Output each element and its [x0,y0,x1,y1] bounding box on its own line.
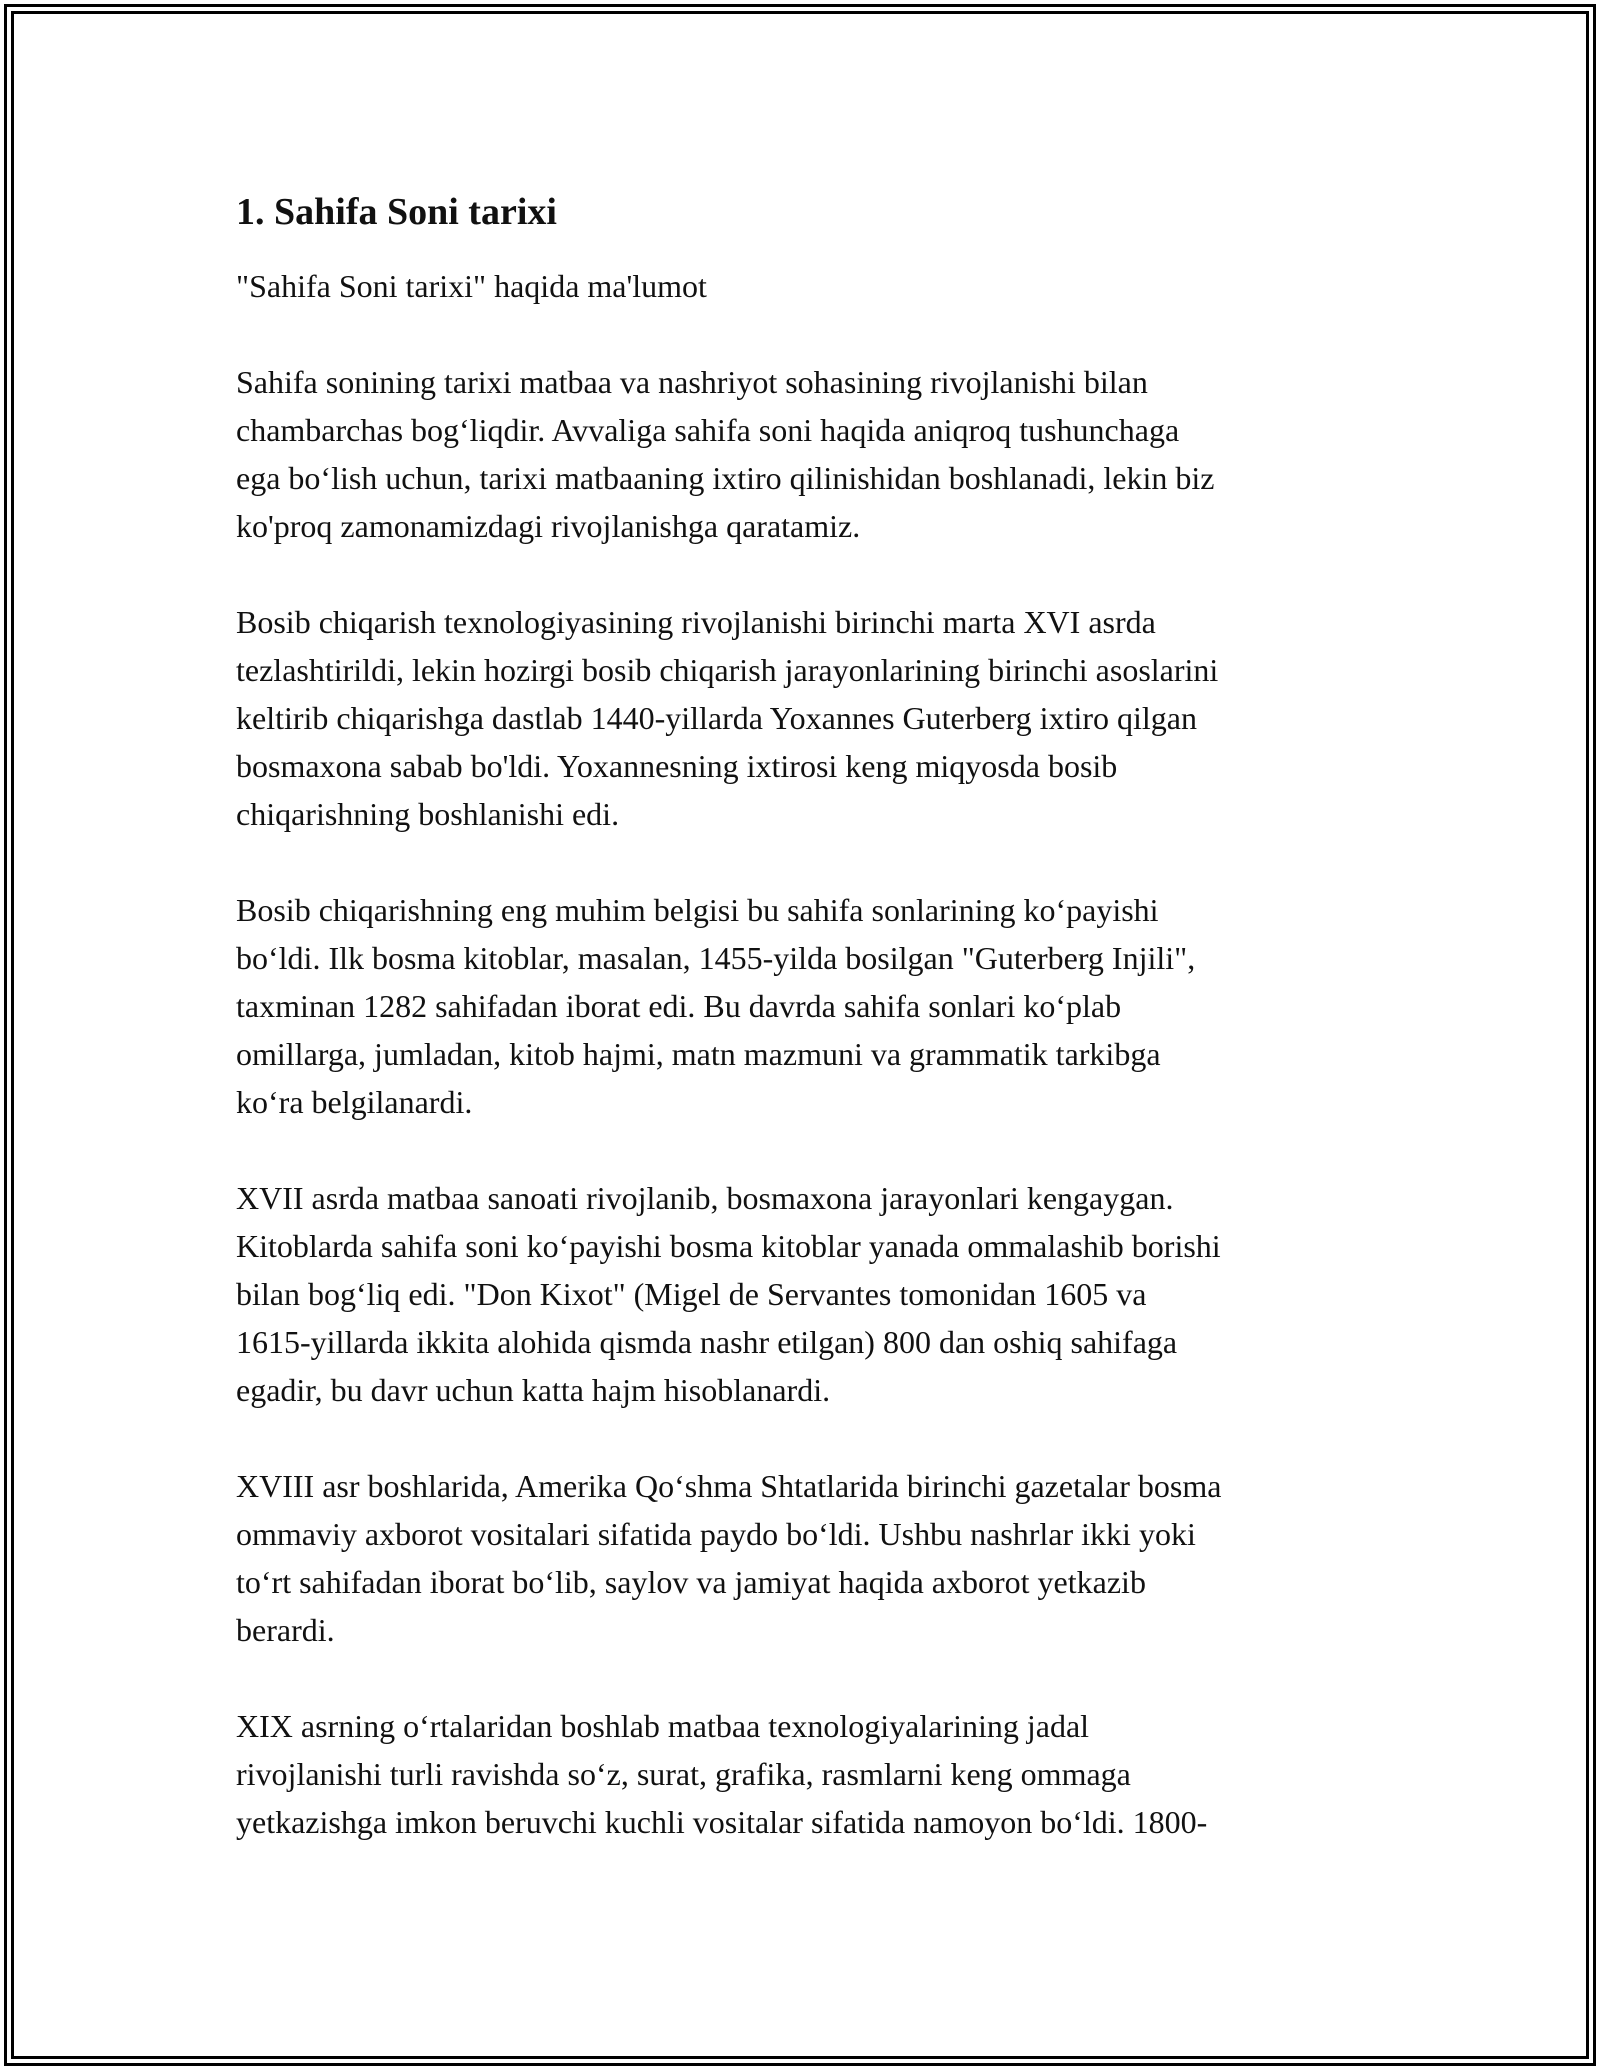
page-subtitle: "Sahifa Soni tarixi" haqida ma'lumot [236,268,707,304]
paragraph [236,1462,1376,1654]
paragraph-line: 1615-yillarda ikkita alohida qismda nashr etilgan) 800 dan oshiq sahifaga [236,1324,1178,1360]
paragraph-line: egadir, bu davr uchun katta hajm hisoblanardi. [236,1372,831,1408]
paragraph [236,1702,1376,1846]
paragraph-line: XVII asrda matbaa sanoati rivojlanib, bosmaxona jarayonlari kengaygan. [236,1180,1174,1216]
paragraph-line: keltirib chiqarishga dastlab 1440-yillarda Yoxannes Guterberg ixtiro qilgan [236,700,1197,736]
paragraph [236,886,1376,1126]
paragraph-line: ega bo‘lish uchun, tarixi matbaaning ixtiro qilinishidan boshlanadi, lekin biz [236,460,1215,496]
paragraph-line: omillarga, jumladan, kitob hajmi, matn mazmuni va grammatik tarkibga [236,1036,1161,1072]
paragraph-line: bo‘ldi. Ilk bosma kitoblar, masalan, 1455-yilda bosilgan "Guterberg Injili", [236,940,1196,976]
paragraph-line: chiqarishning boshlanishi edi. [236,796,620,832]
paragraph [236,358,1376,550]
paragraph-line: berardi. [236,1612,335,1648]
paragraph-line: rivojlanishi turli ravishda so‘z, surat, grafika, rasmlarni keng ommaga [236,1756,1131,1792]
paragraph-line: bosmaxona sabab bo'ldi. Yoxannesning ixtirosi keng miqyosda bosib [236,748,1118,784]
paragraph-list [236,358,1376,1846]
paragraph-line: Kitoblarda sahifa soni ko‘payishi bosma kitoblar yanada ommalashib borishi [236,1228,1221,1264]
paragraph-line: ko‘ra belgilanardi. [236,1084,473,1120]
paragraph [236,598,1376,838]
paragraph-line: taxminan 1282 sahifadan iborat edi. Bu davrda sahifa sonlari ko‘plab [236,988,1122,1024]
document-body [236,186,1376,1894]
paragraph-line: tezlashtirildi, lekin hozirgi bosib chiqarish jarayonlarining birinchi asoslarini [236,652,1219,688]
paragraph-line: XIX asrning o‘rtalaridan boshlab matbaa texnologiyalarining jadal [236,1708,1090,1744]
paragraph-line: ko'proq zamonamizdagi rivojlanishga qaratamiz. [236,508,861,544]
paragraph-line: ommaviy axborot vositalari sifatida paydo bo‘ldi. Ushbu nashrlar ikki yoki [236,1516,1196,1552]
paragraph-line: Bosib chiqarish texnologiyasining rivojlanishi birinchi marta XVI asrda [236,604,1156,640]
paragraph-line: yetkazishga imkon beruvchi kuchli vositalar sifatida namoyon bo‘ldi. 1800- [236,1804,1208,1840]
paragraph-line: Sahifa sonining tarixi matbaa va nashriyot sohasining rivojlanishi bilan [236,364,1148,400]
paragraph [236,1174,1376,1414]
paragraph-line: bilan bog‘liq edi. "Don Kixot" (Migel de Servantes tomonidan 1605 va [236,1276,1147,1312]
paragraph-line: chambarchas bog‘liqdir. Avvaliga sahifa soni haqida aniqroq tushunchaga [236,412,1180,448]
paragraph-line: XVIII asr boshlarida, Amerika Qo‘shma Shtatlarida birinchi gazetalar bosma [236,1468,1222,1504]
paragraph-line: Bosib chiqarishning eng muhim belgisi bu sahifa sonlarining ko‘payishi [236,892,1159,928]
page-title: 1. Sahifa Soni tarixi [236,191,557,233]
paragraph-line: to‘rt sahifadan iborat bo‘lib, saylov va jamiyat haqida axborot yetkazib [236,1564,1146,1600]
